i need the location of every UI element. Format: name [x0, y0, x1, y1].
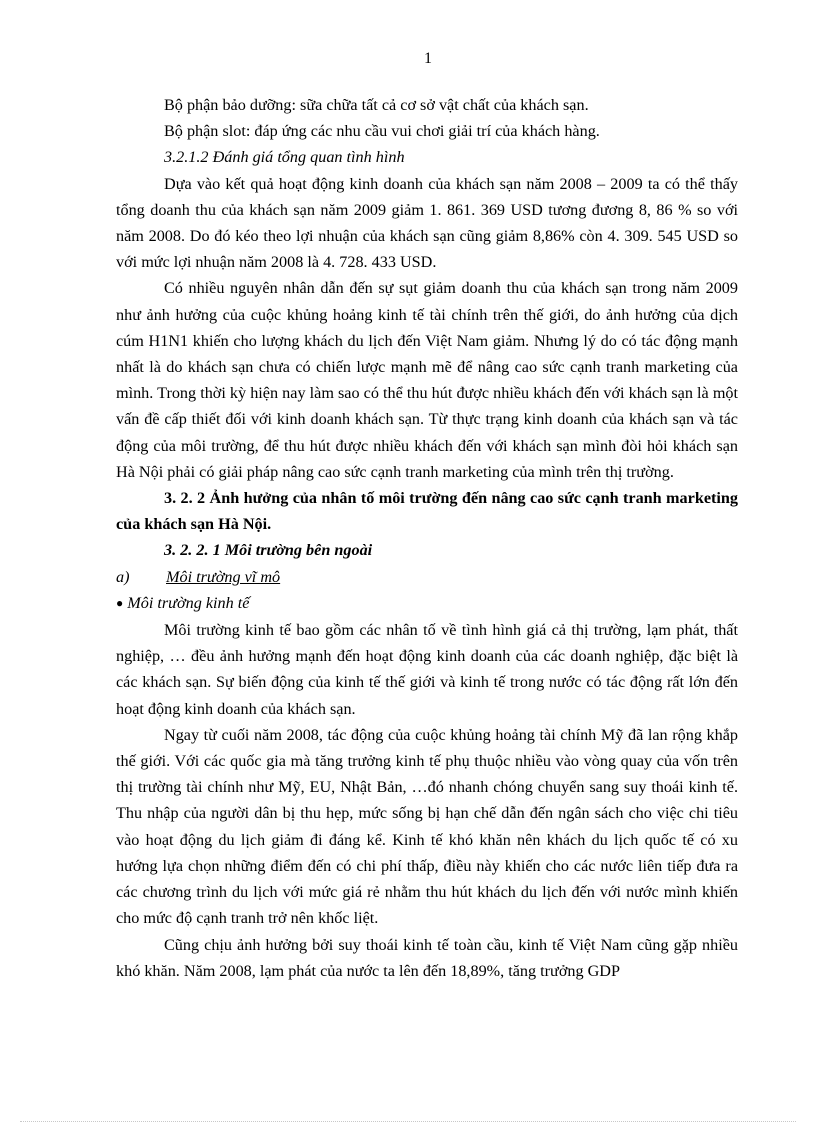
paragraph-revenue-causes: Có nhiều nguyên nhân dẫn đến sự sụt giảm doanh thu của khách sạn trong năm 2009 như ảnh hưởng của cuộc khủng hoảng kinh tế tài chính trên thế giới, do ảnh hưởng của dịch cúm H1N1 khiến cho lượng khách du lịch đến Việt Nam giảm. Nhưng lý do có tác động mạnh nhất là do khách sạn chưa có chiến lược mạnh mẽ để nâng cao sức cạnh tranh marketing của mình. Trong thời kỳ hiện nay làm sao có thể thu hút được nhiều khách đến với khách sạn là một vấn đề cấp thiết đối với kinh doanh khách sạn. Từ thực trạng kinh doanh của khách sạn và tác động của môi trường, để thu hút được nhiều khách đến với khách sạn mình đòi hỏi khách sạn Hà Nội phải có giải pháp nâng cao sức cạnh tranh marketing của mình trên thị trường.: [116, 279, 738, 481]
page-bottom-divider: [20, 1121, 796, 1122]
subheading-text: Môi trường vĩ mô: [166, 567, 281, 586]
paragraph-maintenance-dept: Bộ phận bảo dưỡng: sữa chữa tất cả cơ sở vật chất của khách sạn.: [164, 96, 589, 114]
document-body: [116, 92, 738, 984]
heading-external-environment: 3. 2. 2. 1 Môi trường bên ngoài: [164, 541, 373, 560]
page-number: 1: [424, 50, 432, 67]
paragraph-revenue-results: Dựa vào kết quả hoạt động kinh doanh của khách sạn năm 2008 – 2009 ta có thể thấy tổng doanh thu của khách sạn năm 2009 giảm 1. 861. 369 USD tương đương 8, 86 % so với năm 2008. Do đó kéo theo lợi nhuận của khách sạn cũng giảm 8,86% còn 4. 309. 545 USD so với mức lợi nhuận năm 2008 là 4. 728. 433 USD.: [116, 174, 738, 272]
heading-environment-impact: 3. 2. 2 Ảnh hưởng của nhân tố môi trường đến nâng cao sức cạnh tranh marketing của khách sạn Hà Nội.: [116, 489, 738, 534]
subheading-marker: a): [116, 567, 130, 586]
bullet-icon: ●: [116, 595, 124, 610]
subheading-macro-environment: [116, 564, 738, 590]
heading-overview-assessment: 3.2.1.2 Đánh giá tổng quan tình hình: [164, 148, 405, 167]
paragraph-vietnam-economy: Cũng chịu ảnh hưởng bởi suy thoái kinh tế toàn cầu, kinh tế Việt Nam cũng gặp nhiều khó khăn. Năm 2008, lạm phát của nước ta lên đến 18,89%, tăng trưởng GDP: [116, 935, 738, 980]
bullet-text: Môi trường kinh tế: [127, 593, 250, 612]
bullet-economic-environment: [116, 590, 738, 617]
paragraph-slot-dept: Bộ phận slot: đáp ứng các nhu cầu vui chơi giải trí của khách hàng.: [164, 122, 600, 141]
paragraph-financial-crisis: Ngay từ cuối năm 2008, tác động của cuộc khủng hoảng tài chính Mỹ đã lan rộng khắp thế giới. Với các quốc gia mà tăng trưởng kinh tế phụ thuộc nhiều vào vòng quay của vốn trên thị trường tài chính như Mỹ, EU, Nhật Bản, …đó nhanh chóng chuyển sang suy thoái kinh tế. Thu nhập của người dân bị thu hẹp, mức sống bị hạn chế dẫn đến ngân sách cho việc chi tiêu vào hoạt động du lịch giảm đi đáng kể. Kinh tế khó khăn nên khách du lịch quốc tế có xu hướng lựa chọn những điểm đến có chi phí thấp, điều này khiến cho các nước liên tiếp đưa ra các chương trình du lịch với mức giá rẻ nhằm thu hút khách du lịch đến với nước mình khiến cho mức độ cạnh tranh trở nên khốc liệt.: [116, 725, 738, 928]
paragraph-economic-factors: Môi trường kinh tế bao gồm các nhân tố về tình hình giá cả thị trường, lạm phát, thất nghiệp, … đều ảnh hưởng mạnh đến hoạt động kinh doanh của các doanh nghiệp, đặc biệt là các khách sạn. Sự biến động của kinh tế thế giới và kinh tế trong nước có tác động rất lớn đến hoạt động kinh doanh của khách sạn.: [116, 621, 738, 718]
